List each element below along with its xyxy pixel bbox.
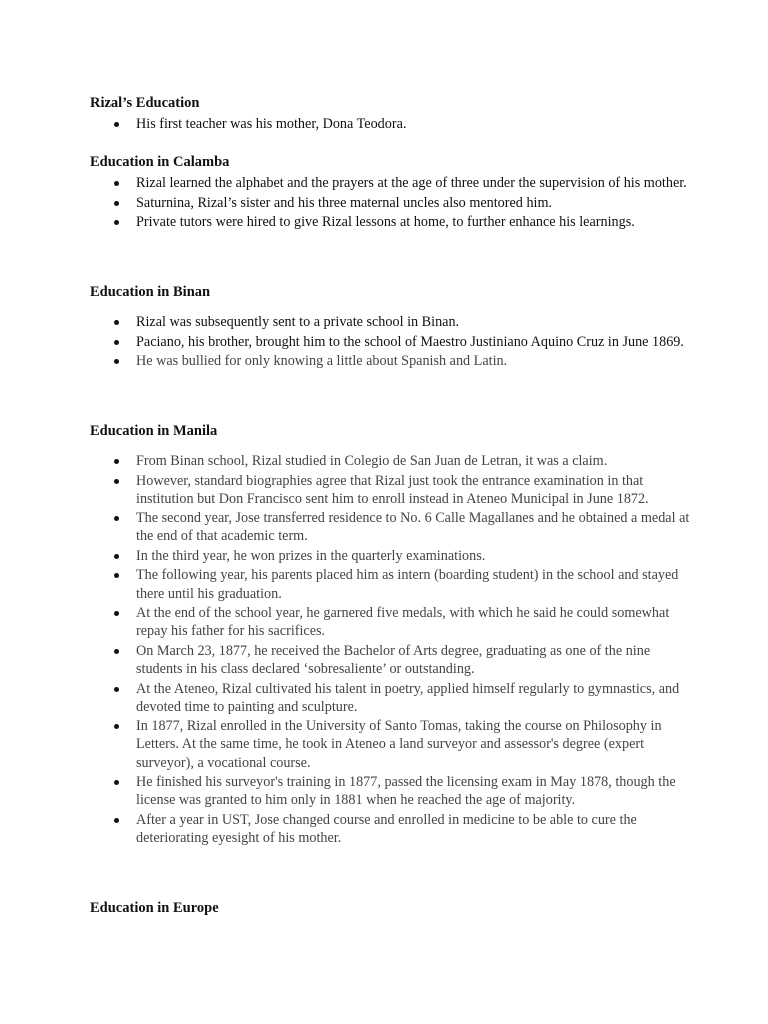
- list-item: Rizal learned the alphabet and the prayers at the age of three under the supervision of his mother.: [90, 174, 690, 192]
- list-item: Paciano, his brother, brought him to the school of Maestro Justiniano Aquino Cruz in June 1869.: [90, 333, 690, 351]
- list-item: On March 23, 1877, he received the Bachelor of Arts degree, graduating as one of the nine students in his class declared ‘sobresaliente’ or outstanding.: [90, 642, 690, 678]
- bullet-icon: [114, 479, 119, 484]
- bullet-icon: [114, 340, 119, 345]
- heading-rizals-education: Rizal’s Education: [90, 95, 200, 111]
- bullet-icon: [114, 516, 119, 521]
- bullet-icon: [114, 220, 119, 225]
- list-item: In 1877, Rizal enrolled in the University of Santo Tomas, taking the course on Philosophy in Letters. At the same time, he took in Ateneo a land surveyor and assessor's degree (expert surveyor), a vocational course.: [90, 717, 690, 772]
- bullet-icon: [114, 459, 119, 464]
- list-item: He finished his surveyor's training in 1877, passed the licensing exam in May 1878, though the license was granted to him only in 1881 when he reached the age of majority.: [90, 773, 690, 809]
- list-item: From Binan school, Rizal studied in Colegio de San Juan de Letran, it was a claim.: [90, 452, 690, 470]
- list-education-in-binan: [90, 313, 690, 372]
- list-education-in-calamba: [90, 174, 690, 233]
- bullet-icon: [114, 724, 119, 729]
- list-rizals-education: [90, 115, 690, 135]
- list-item: After a year in UST, Jose changed course and enrolled in medicine to be able to cure the deteriorating eyesight of his mother.: [90, 811, 690, 847]
- list-item: Saturnina, Rizal’s sister and his three maternal uncles also mentored him.: [90, 194, 690, 212]
- bullet-icon: [114, 320, 119, 325]
- bullet-icon: [114, 780, 119, 785]
- list-education-in-manila: [90, 452, 690, 849]
- list-item: However, standard biographies agree that Rizal just took the entrance examination in that institution but Don Francisco sent him to enroll instead in Ateneo Municipal in June 1872.: [90, 472, 690, 508]
- bullet-icon: [114, 611, 119, 616]
- bullet-icon: [114, 554, 119, 559]
- list-item: Rizal was subsequently sent to a private school in Binan.: [90, 313, 690, 331]
- bullet-icon: [114, 818, 119, 823]
- list-item: At the Ateneo, Rizal cultivated his talent in poetry, applied himself regularly to gymnastics, and devoted time to painting and sculpture.: [90, 680, 690, 716]
- list-item: At the end of the school year, he garnered five medals, with which he said he could somewhat repay his father for his sacrifices.: [90, 604, 690, 640]
- bullet-icon: [114, 573, 119, 578]
- bullet-icon: [114, 687, 119, 692]
- heading-education-in-calamba: Education in Calamba: [90, 154, 230, 170]
- heading-education-in-manila: Education in Manila: [90, 423, 218, 439]
- list-item: Private tutors were hired to give Rizal lessons at home, to further enhance his learnings.: [90, 213, 690, 231]
- list-item: He was bullied for only knowing a little about Spanish and Latin.: [90, 352, 690, 370]
- list-item: The following year, his parents placed him as intern (boarding student) in the school and stayed there until his graduation.: [90, 566, 690, 602]
- heading-education-in-binan: Education in Binan: [90, 284, 211, 300]
- bullet-icon: [114, 122, 119, 127]
- bullet-icon: [114, 649, 119, 654]
- list-item: The second year, Jose transferred residence to No. 6 Calle Magallanes and he obtained a medal at the end of that academic term.: [90, 509, 690, 545]
- bullet-icon: [114, 181, 119, 186]
- bullet-icon: [114, 201, 119, 206]
- list-item: In the third year, he won prizes in the quarterly examinations.: [90, 547, 690, 565]
- heading-education-in-europe: Education in Europe: [90, 900, 219, 916]
- list-item: His first teacher was his mother, Dona Teodora.: [90, 115, 690, 133]
- bullet-icon: [114, 359, 119, 364]
